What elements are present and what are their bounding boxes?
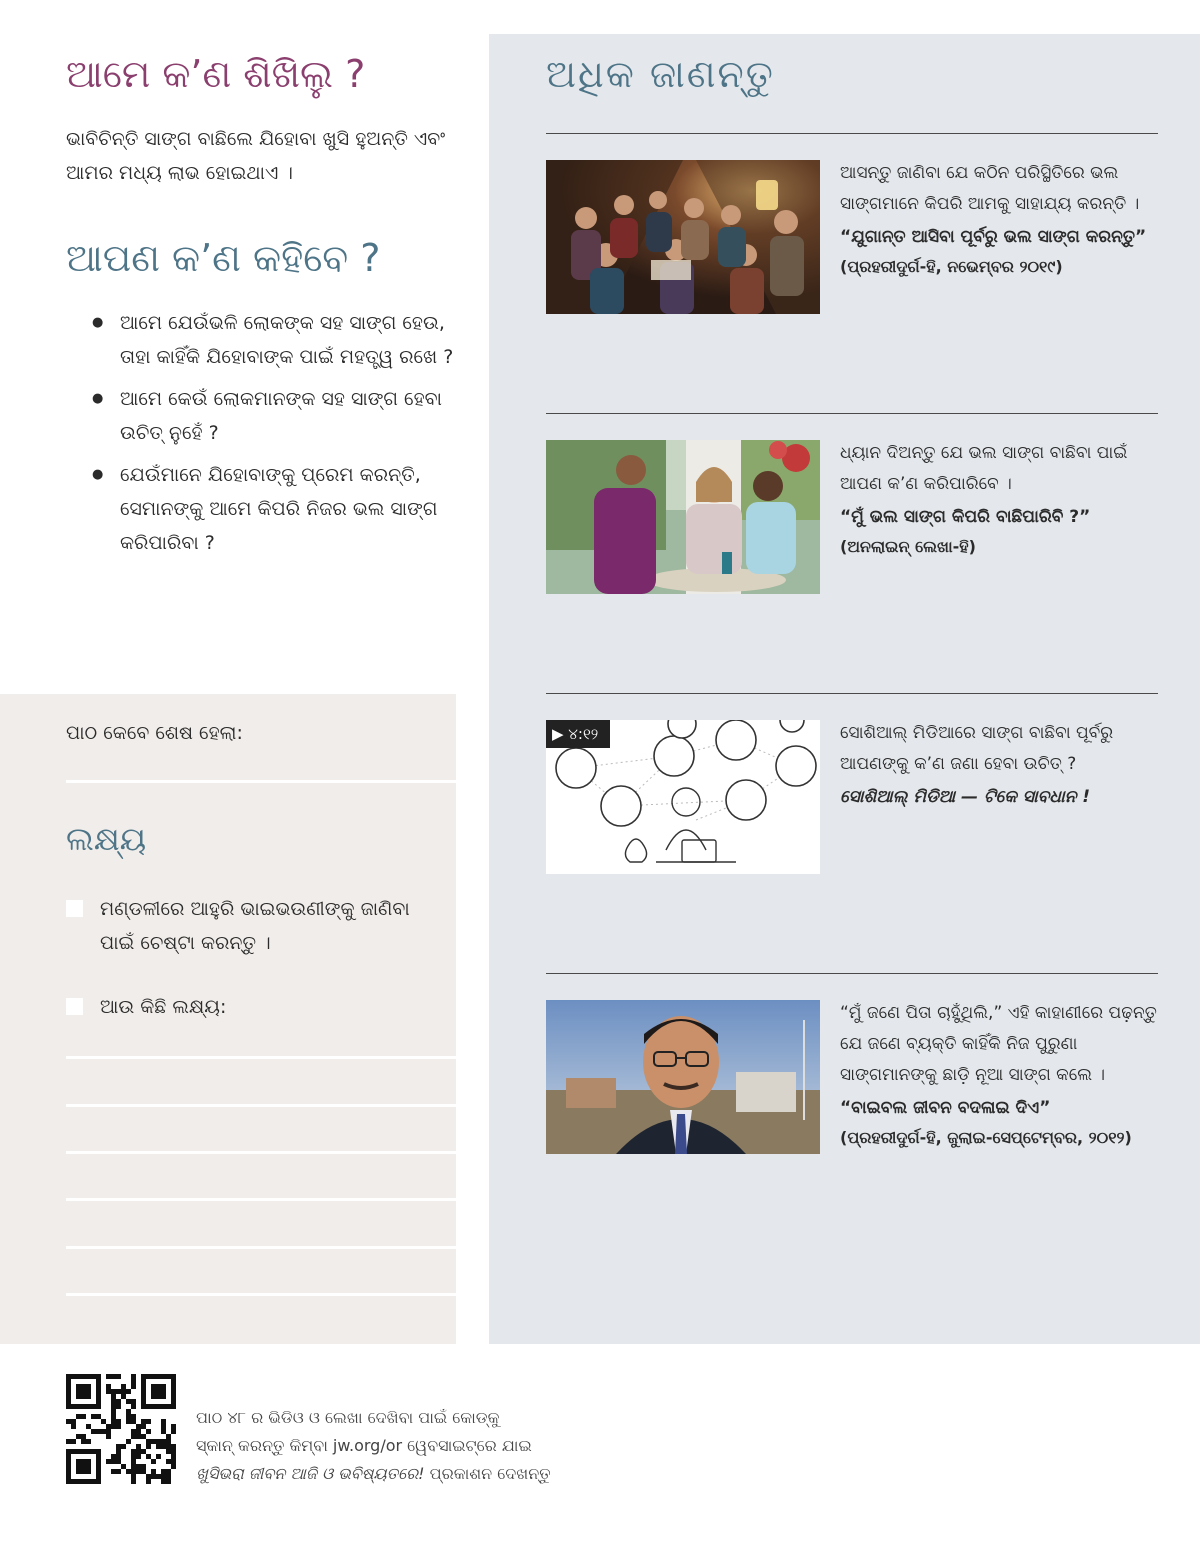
resource-source: (ପ୍ରହରୀଦୁର୍ଗ-ହି, ଜୁଲାଇ-ସେପ୍ଟେମ୍ବର, ୨୦୧୨) [840, 1128, 1132, 1147]
divider [546, 693, 1158, 694]
resource-text [840, 158, 1160, 281]
resource-title-link[interactable]: “ବାଇବଲ ଜୀବନ ବଦଳାଇ ଦିଏ” [840, 1098, 1051, 1118]
footer-line [196, 1460, 616, 1488]
review-questions-list [90, 306, 470, 568]
resource-description: ଧ୍ୟାନ ଦିଅନ୍ତୁ ଯେ ଭଲ ସାଙ୍ଗ ବାଛିବା ପାଇଁ ଆପଣ କ’ଣ କରିପାରିବେ । [840, 443, 1128, 494]
goal-write-line[interactable] [66, 1151, 456, 1154]
what-we-learned-text: ଭାବିଚିନ୍ତି ସାଙ୍ଗ ବାଛିଲେ ଯିହୋବା ଖୁସି ହୁଅନ୍ତି ଏବଂ ଆମର ମଧ୍ୟ ଲାଭ ହୋଇଥାଏ । [66, 128, 446, 184]
goals-heading: ଲକ୍ଷ୍ୟ [66, 820, 147, 858]
lesson-completed-label: ପାଠ କେବେ ଶେଷ ହେଲା: [66, 722, 243, 744]
resource-image-friends-talking[interactable] [546, 440, 820, 594]
resource-image-portrait[interactable] [546, 1000, 820, 1154]
resource-description: ଆସନ୍ତୁ ଜାଣିବା ଯେ କଠିନ ପରିସ୍ଥିତିରେ ଭଲ ସାଙ୍ଗମାନେ କିପରି ଆମକୁ ସାହାଯ୍ୟ କରନ୍ତି । [840, 163, 1140, 214]
resource-description: “ମୁଁ ଜଣେ ପିତା ଚାହୁଁଥିଲି,” ଏହି କାହାଣୀରେ ପଢ଼ନ୍ତୁ ଯେ ଜଣେ ବ୍ୟକ୍ତି କାହିଁକି ନିଜ ପୁରୁଣା ସାଙ୍ଗମାନଙ୍କୁ ଛାଡ଼ି ନୂଆ ସାଙ୍ଗ କଲେ । [840, 1003, 1157, 1085]
goal-item[interactable] [66, 892, 446, 960]
divider [546, 413, 1158, 414]
man-portrait-photo [546, 1000, 820, 1154]
qr-code-icon [66, 1374, 176, 1484]
goal-write-line[interactable] [66, 1246, 456, 1249]
review-question: ● ଯେଉଁମାନେ ଯିହୋବାଙ୍କୁ ପ୍ରେମ କରନ୍ତି, ସେମାନଙ୍କୁ ଆମେ କିପରି ନିଜର ଭଲ ସାଙ୍ଗ କରିପାରିବା ? [90, 458, 470, 560]
video-duration-badge: ▶ ୪:୧୨ [546, 720, 610, 748]
three-friends-photo [546, 440, 820, 594]
resource-text [840, 438, 1160, 561]
attic-gathering-photo [546, 160, 820, 314]
footer-instructions [196, 1404, 616, 1488]
resource-title-link[interactable]: “ଯୁଗାନ୍ତ ଆସିବା ପୂର୍ବରୁ ଭଲ ସାଙ୍ଗ କରନ୍ତୁ” [840, 227, 1147, 247]
footer-line: ସ୍କାନ୍‌ କରନ୍ତୁ କିମ୍ବା jw.org/or ୱେବସାଇଟ୍‌ରେ ଯାଇ [196, 1436, 532, 1455]
goal-write-line[interactable] [66, 1293, 456, 1296]
goal-text: ଆଉ କିଛି ଲକ୍ଷ୍ୟ: [100, 996, 227, 1018]
publication-title: ଖୁସିଭରା ଜୀବନ ଆଜି ଓ ଭବିଷ୍ୟତରେ! [196, 1464, 425, 1483]
goal-item[interactable] [66, 990, 446, 1024]
goal-write-line[interactable] [66, 1104, 456, 1107]
resource-image-group-study[interactable] [546, 160, 820, 314]
footer-line-suffix: ପ୍ରକାଶନ ଦେଖନ୍ତୁ [424, 1464, 551, 1483]
goal-checkbox[interactable] [66, 998, 83, 1015]
review-question: ● ଆମେ କେଉଁ ଲୋକମାନଙ୍କ ସହ ସାଙ୍ଗ ହେବା ଉଚିତ୍‌ ନୁହେଁ ? [90, 382, 470, 450]
resource-video-thumbnail[interactable] [546, 720, 820, 874]
qr-code[interactable] [66, 1374, 176, 1484]
resource-description: ସୋଶିଆଲ୍‌ ମିଡିଆରେ ସାଙ୍ଗ ବାଛିବା ପୂର୍ବରୁ ଆପଣଙ୍କୁ କ’ଣ ଜଣା ହେବା ଉଚିତ୍‌ ? [840, 723, 1114, 774]
footer-line: ପାଠ ୪୮ ର ଭିଡିଓ ଓ ଲେଖା ଦେଖିବା ପାଇଁ କୋଡ୍‌କୁ [196, 1408, 500, 1427]
resource-title-link[interactable]: ସୋଶିଆଲ୍‌ ମିଡିଆ — ଟିକେ ସାବଧାନ ! [840, 787, 1090, 807]
divider [546, 973, 1158, 974]
goal-write-line[interactable] [66, 1198, 456, 1201]
divider [546, 133, 1158, 134]
completed-date-line[interactable] [66, 780, 456, 783]
what-would-you-say-heading: ଆପଣ କ’ଣ କହିବେ ? [66, 236, 381, 280]
resource-text [840, 718, 1160, 813]
resource-source: (ପ୍ରହରୀଦୁର୍ଗ-ହି, ନଭେମ୍ବର ୨୦୧୯) [840, 257, 1063, 276]
goal-checkbox[interactable] [66, 900, 83, 917]
goal-text: ମଣ୍ଡଳୀରେ ଆହୁରି ଭାଇଭଉଣୀଙ୍କୁ ଜାଣିବା ପାଇଁ ଚେଷ୍ଟା କରନ୍ତୁ । [100, 898, 410, 954]
resource-source: (ଅନଲାଇନ୍‌ ଲେଖା-ହି) [840, 537, 976, 556]
goal-write-line[interactable] [66, 1056, 456, 1059]
review-question: ● ଆମେ ଯେଉଁଭଳି ଲୋକଙ୍କ ସହ ସାଙ୍ଗ ହେଉ, ତାହା କାହିଁକି ଯିହୋବାଙ୍କ ପାଇଁ ମହତ୍ତ୍ୱ ରଖେ ? [90, 306, 470, 374]
resource-title-link[interactable]: “ମୁଁ ଭଲ ସାଙ୍ଗ କିପରି ବାଛିପାରିବି ?” [840, 507, 1091, 527]
learn-more-heading: ଅଧିକ ଜାଣନ୍ତୁ [546, 52, 775, 96]
resource-text [840, 998, 1160, 1152]
what-we-learned-heading: ଆମେ କ’ଣ ଶିଖିଲୁ ? [66, 52, 366, 96]
